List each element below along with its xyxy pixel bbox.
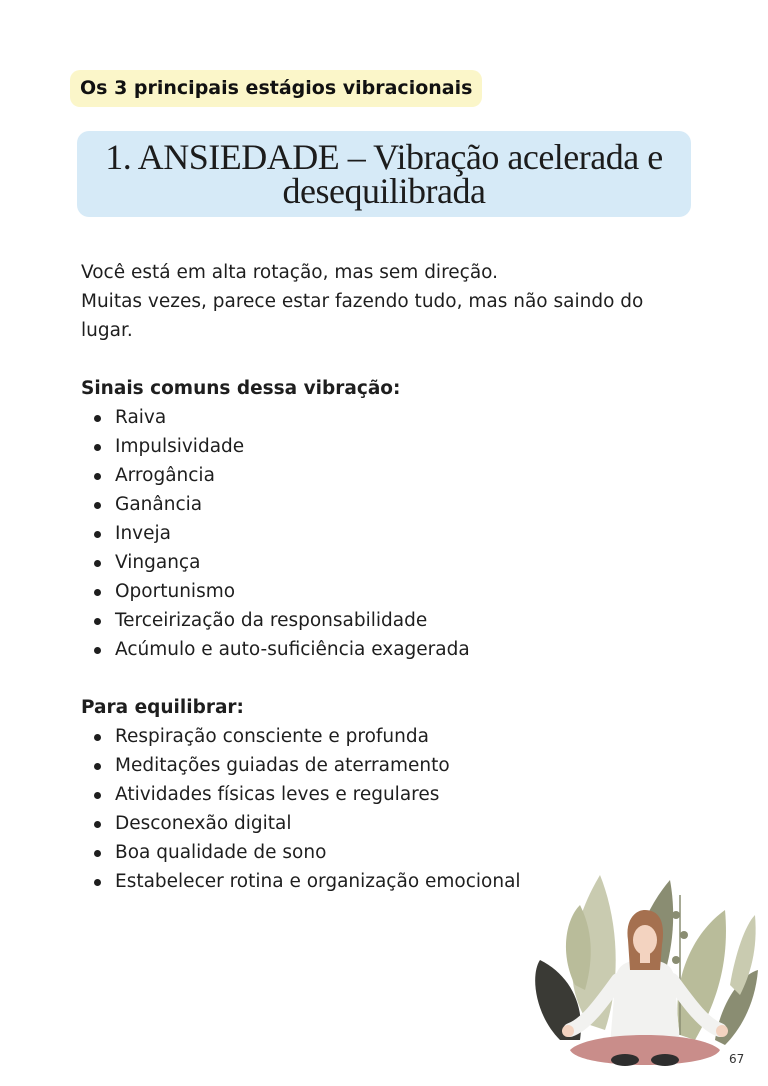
page-title bbox=[105, 137, 663, 211]
intro-line-1: Você está em alta rotação, mas sem direção. bbox=[81, 262, 499, 283]
list-item: Raiva bbox=[81, 403, 681, 432]
list-item: Atividades físicas leves e regulares bbox=[81, 780, 681, 809]
title-box bbox=[77, 131, 691, 217]
neck bbox=[640, 953, 650, 963]
intro-line-2: Muitas vezes, parece estar fazendo tudo, mas não saindo do bbox=[81, 291, 644, 312]
list-item: Oportunismo bbox=[81, 577, 681, 606]
main-content bbox=[81, 258, 681, 896]
list-item: Terceirização da responsabilidade bbox=[81, 606, 681, 635]
list-item: Vingança bbox=[81, 548, 681, 577]
list-item: Desconexão digital bbox=[81, 809, 681, 838]
foot bbox=[611, 1054, 639, 1066]
spacer bbox=[81, 664, 681, 693]
leaf-dot bbox=[680, 931, 688, 939]
list-item: Inveja bbox=[81, 519, 681, 548]
crossed-legs bbox=[570, 1035, 720, 1065]
left-hand bbox=[562, 1025, 574, 1037]
title-line-2: desequilibrada bbox=[282, 171, 486, 211]
list-item: Impulsividade bbox=[81, 432, 681, 461]
signs-list bbox=[81, 403, 681, 664]
right-hand bbox=[716, 1025, 728, 1037]
list-item: Meditações guiadas de aterramento bbox=[81, 751, 681, 780]
balance-heading: Para equilibrar: bbox=[81, 697, 244, 718]
intro-line-3: lugar. bbox=[81, 320, 133, 341]
list-item: Boa qualidade de sono bbox=[81, 838, 681, 867]
title-line-1: 1. ANSIEDADE – Vibração acelerada e bbox=[105, 137, 663, 177]
leaf-dot bbox=[672, 956, 680, 964]
list-item: Ganância bbox=[81, 490, 681, 519]
list-item: Arrogância bbox=[81, 461, 681, 490]
page-number: 67 bbox=[729, 1052, 745, 1066]
leaf-dot bbox=[672, 911, 680, 919]
spacer bbox=[81, 345, 681, 374]
meditating-woman-illustration bbox=[530, 865, 760, 1080]
signs-heading: Sinais comuns dessa vibração: bbox=[81, 378, 401, 399]
face bbox=[633, 925, 657, 955]
list-item: Acúmulo e auto-suficiência exagerada bbox=[81, 635, 681, 664]
list-item: Respiração consciente e profunda bbox=[81, 722, 681, 751]
list-item: Estabelecer rotina e organização emocional bbox=[81, 867, 681, 896]
foot bbox=[651, 1054, 679, 1066]
section-badge: Os 3 principais estágios vibracionais bbox=[70, 70, 482, 107]
torso bbox=[610, 960, 680, 1045]
